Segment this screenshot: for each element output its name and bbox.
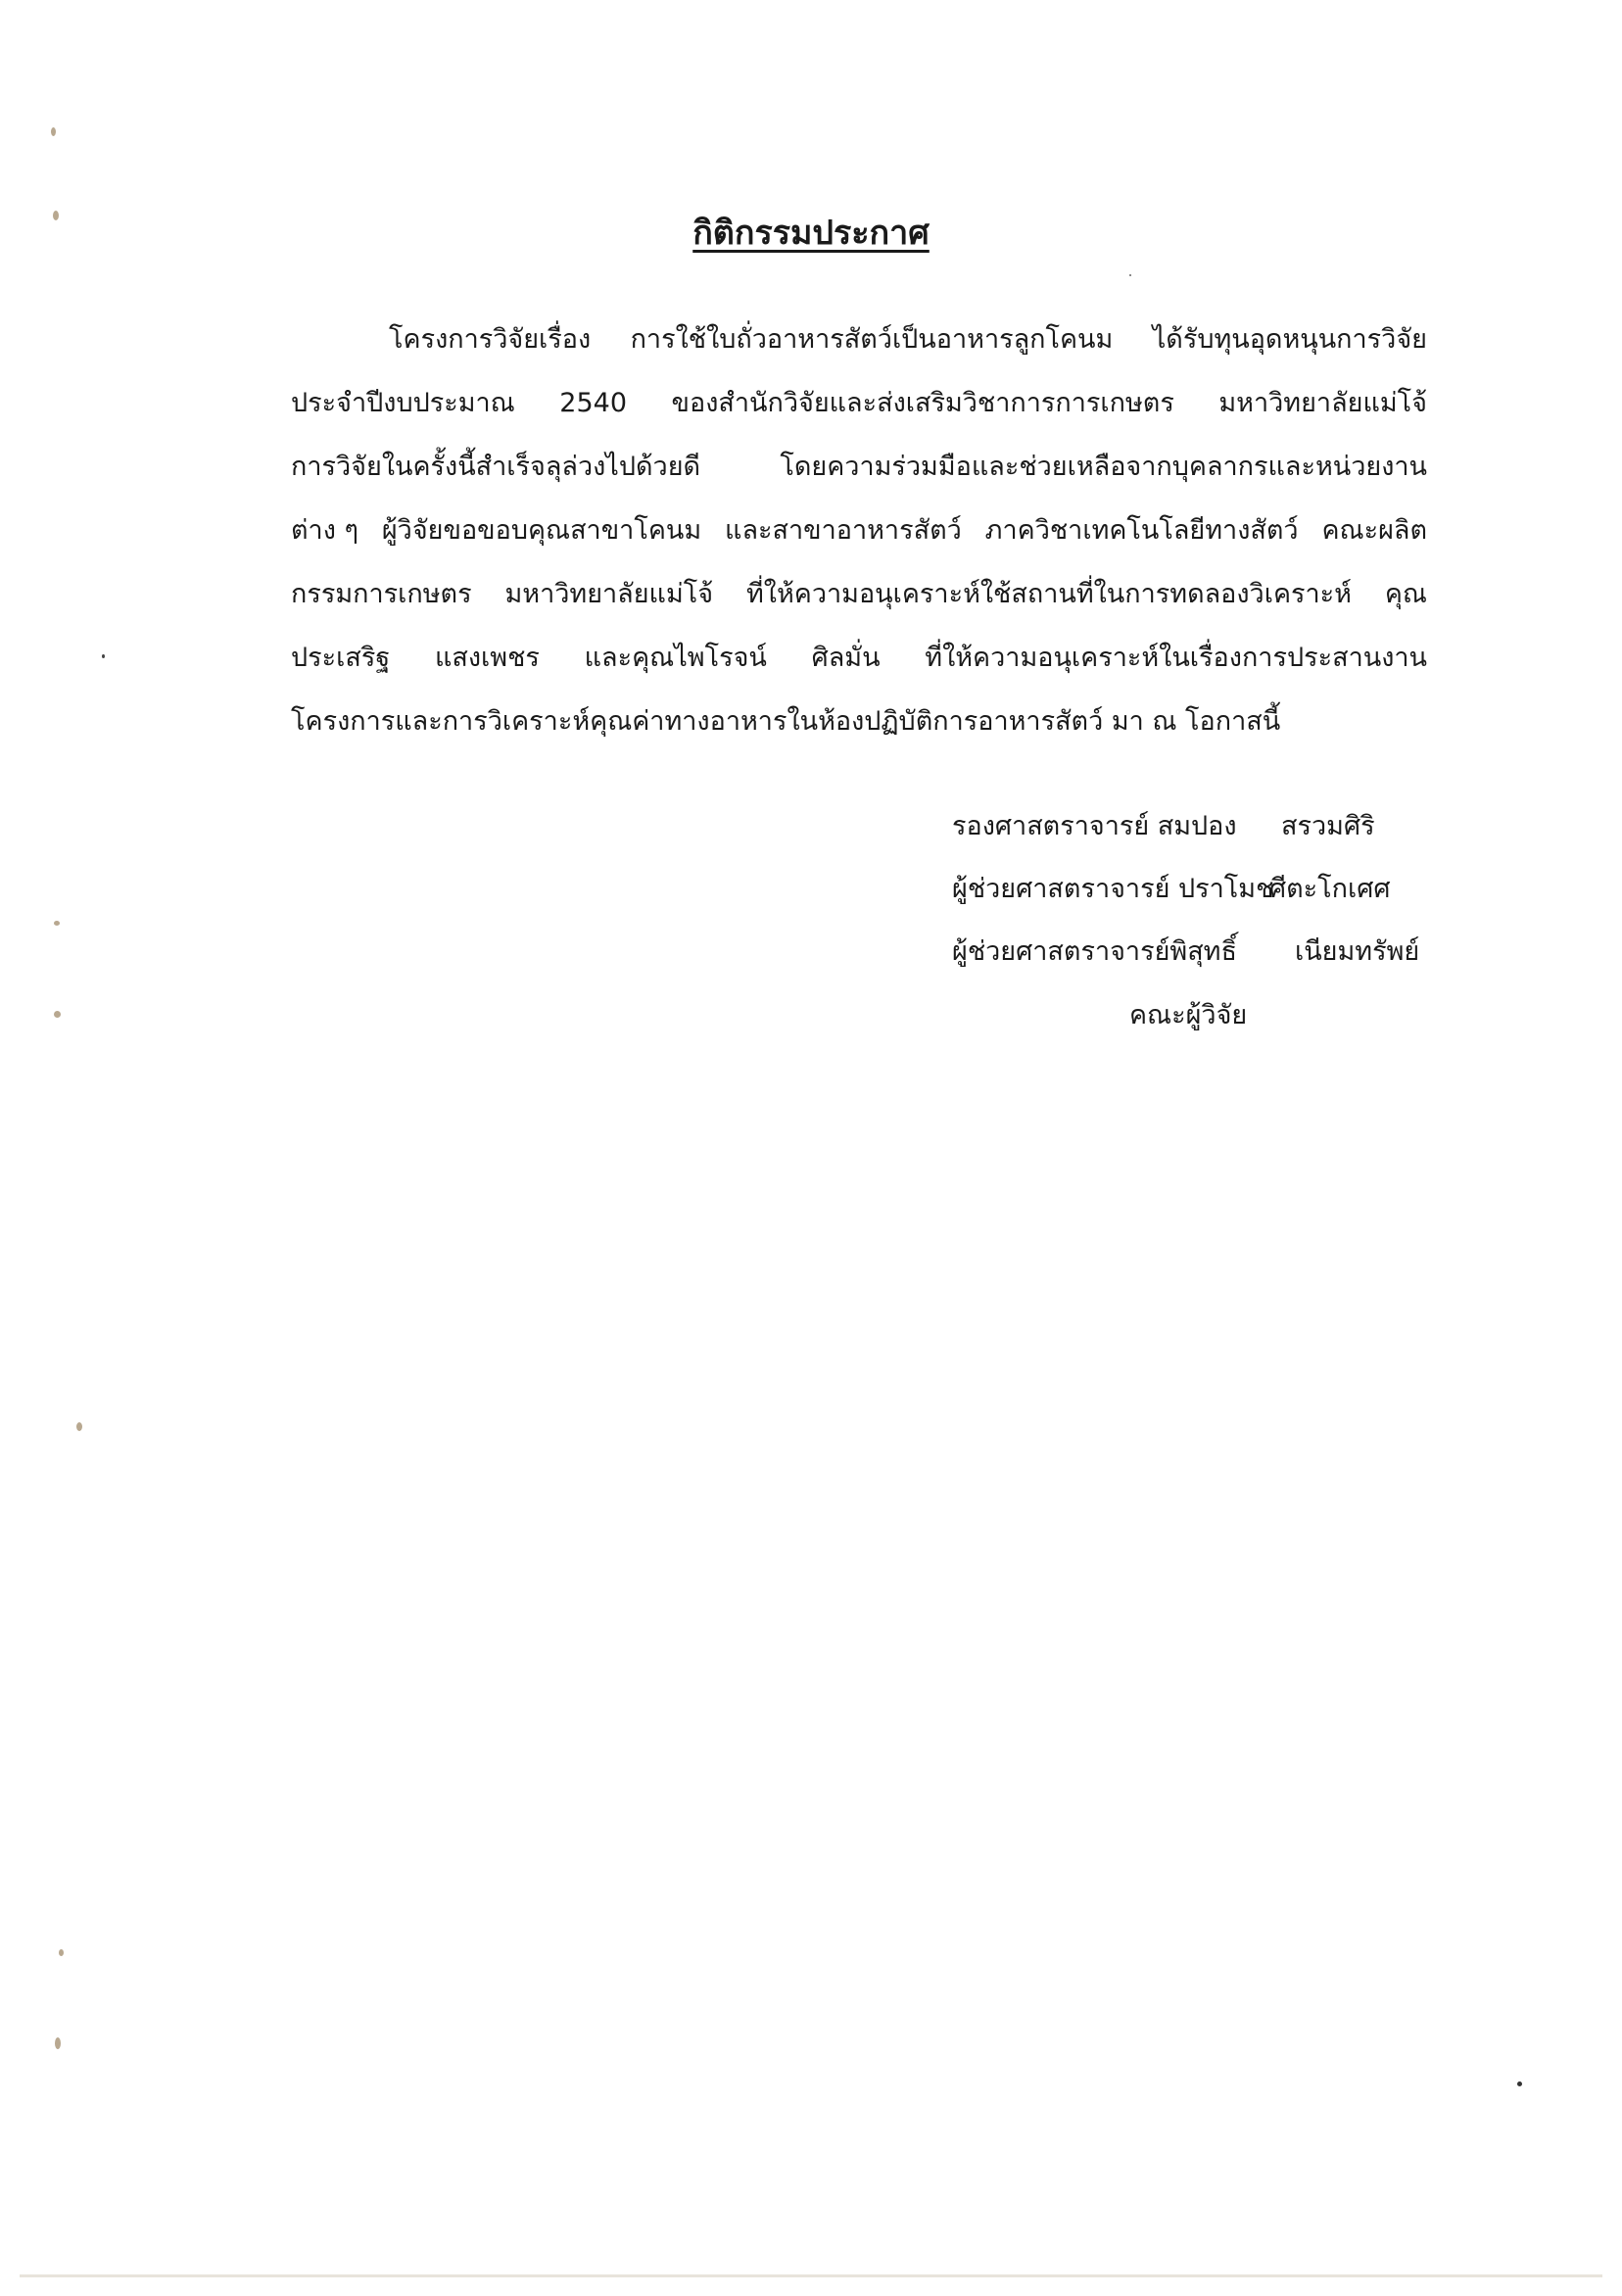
text-segment: ได้รับทุนอุดหนุนการวิจัย	[1152, 324, 1427, 355]
scan-speck	[53, 211, 59, 220]
signature-block	[952, 805, 1461, 993]
scan-speck	[76, 1422, 82, 1431]
text-segment: ที่ให้ความอนุเคราะห์ในเรื่องการประสานงาน	[925, 643, 1427, 673]
text-segment: โครงการและการวิเคราะห์คุณค่าทางอาหารในห้องปฏิบัติการอาหารสัตว์ มา ณ โอกาสนี้	[291, 706, 1281, 737]
scan-speck	[1517, 2081, 1522, 2086]
text-segment: มหาวิทยาลัยแม่โจ้	[504, 579, 714, 609]
signatory-name: ผู้ช่วยศาสตราจารย์ ปราโมช	[952, 874, 1274, 904]
text-segment: และคุณไพโรจน์	[584, 643, 767, 673]
paragraph-line	[291, 318, 1427, 382]
text-segment: ภาควิชาเทคโนโลยีทางสัตว์	[984, 515, 1299, 546]
scan-speck	[102, 654, 105, 658]
text-segment: โดยความร่วมมือและช่วยเหลือจากบุคลากรและหน่วยงาน	[780, 452, 1427, 482]
paragraph-line	[291, 573, 1427, 637]
text-segment: การใช้ใบถั่วอาหารสัตว์เป็นอาหารลูกโคนม	[630, 324, 1114, 355]
text-segment: กรรมการเกษตร	[291, 579, 472, 609]
signature-line	[952, 868, 1461, 931]
signatory-name: ผู้ช่วยศาสตราจารย์พิสุทธิ์	[952, 936, 1237, 967]
scan-speck	[55, 2037, 61, 2049]
signature-line	[952, 805, 1461, 868]
scan-speck	[54, 921, 60, 926]
text-segment: ผู้วิจัยขอขอบคุณสาขาโคนม	[381, 515, 702, 546]
paragraph-line	[291, 382, 1427, 446]
signatory-surname: สรวมศิริ	[1281, 811, 1375, 841]
text-segment: คุณ	[1384, 579, 1427, 609]
page-title: กิติกรรมประกาศ	[692, 214, 930, 253]
paragraph-line	[291, 637, 1427, 700]
paragraph-line	[291, 446, 1427, 509]
text-segment: แสงเพชร	[434, 643, 540, 673]
paragraph-line	[291, 700, 1427, 764]
text-segment: ศิลมั่น	[811, 643, 881, 673]
signature-line	[952, 931, 1461, 993]
signatory-surname: เนียมทรัพย์	[1295, 936, 1420, 967]
acknowledgement-paragraph	[291, 318, 1427, 764]
text-segment: ของสำนักวิจัยและส่งเสริมวิชาการการเกษตร	[671, 388, 1174, 418]
text-segment: การวิจัยในครั้งนี้สำเร็จลุล่วงไปด้วยดี	[291, 452, 701, 482]
scan-speck	[51, 127, 56, 136]
text-segment: มหาวิทยาลัยแม่โจ้	[1218, 388, 1427, 418]
scan-speck	[54, 1011, 61, 1018]
text-segment: ประเสริฐ	[291, 643, 391, 673]
text-segment: และสาขาอาหารสัตว์	[725, 515, 962, 546]
page-bottom-edge	[20, 2274, 1602, 2277]
signatory-surname: ศีตะโกเศศ	[1269, 874, 1391, 904]
paragraph-line	[291, 509, 1427, 573]
signatory-name: รองศาสตราจารย์ สมปอง	[952, 811, 1237, 841]
research-team-label: คณะผู้วิจัย	[1129, 1000, 1248, 1030]
scan-speck	[1129, 274, 1131, 276]
text-segment: ต่าง ๆ	[291, 515, 358, 546]
text-segment: โครงการวิจัยเรื่อง	[389, 324, 592, 355]
text-segment: 2540	[559, 388, 627, 418]
text-segment: ที่ให้ความอนุเคราะห์ใช้สถานที่ในการทดลองวิเคราะห์	[745, 579, 1352, 609]
text-segment: ประจำปีงบประมาณ	[291, 388, 515, 418]
text-segment: คณะผลิต	[1321, 515, 1427, 546]
scan-speck	[59, 1949, 64, 1956]
